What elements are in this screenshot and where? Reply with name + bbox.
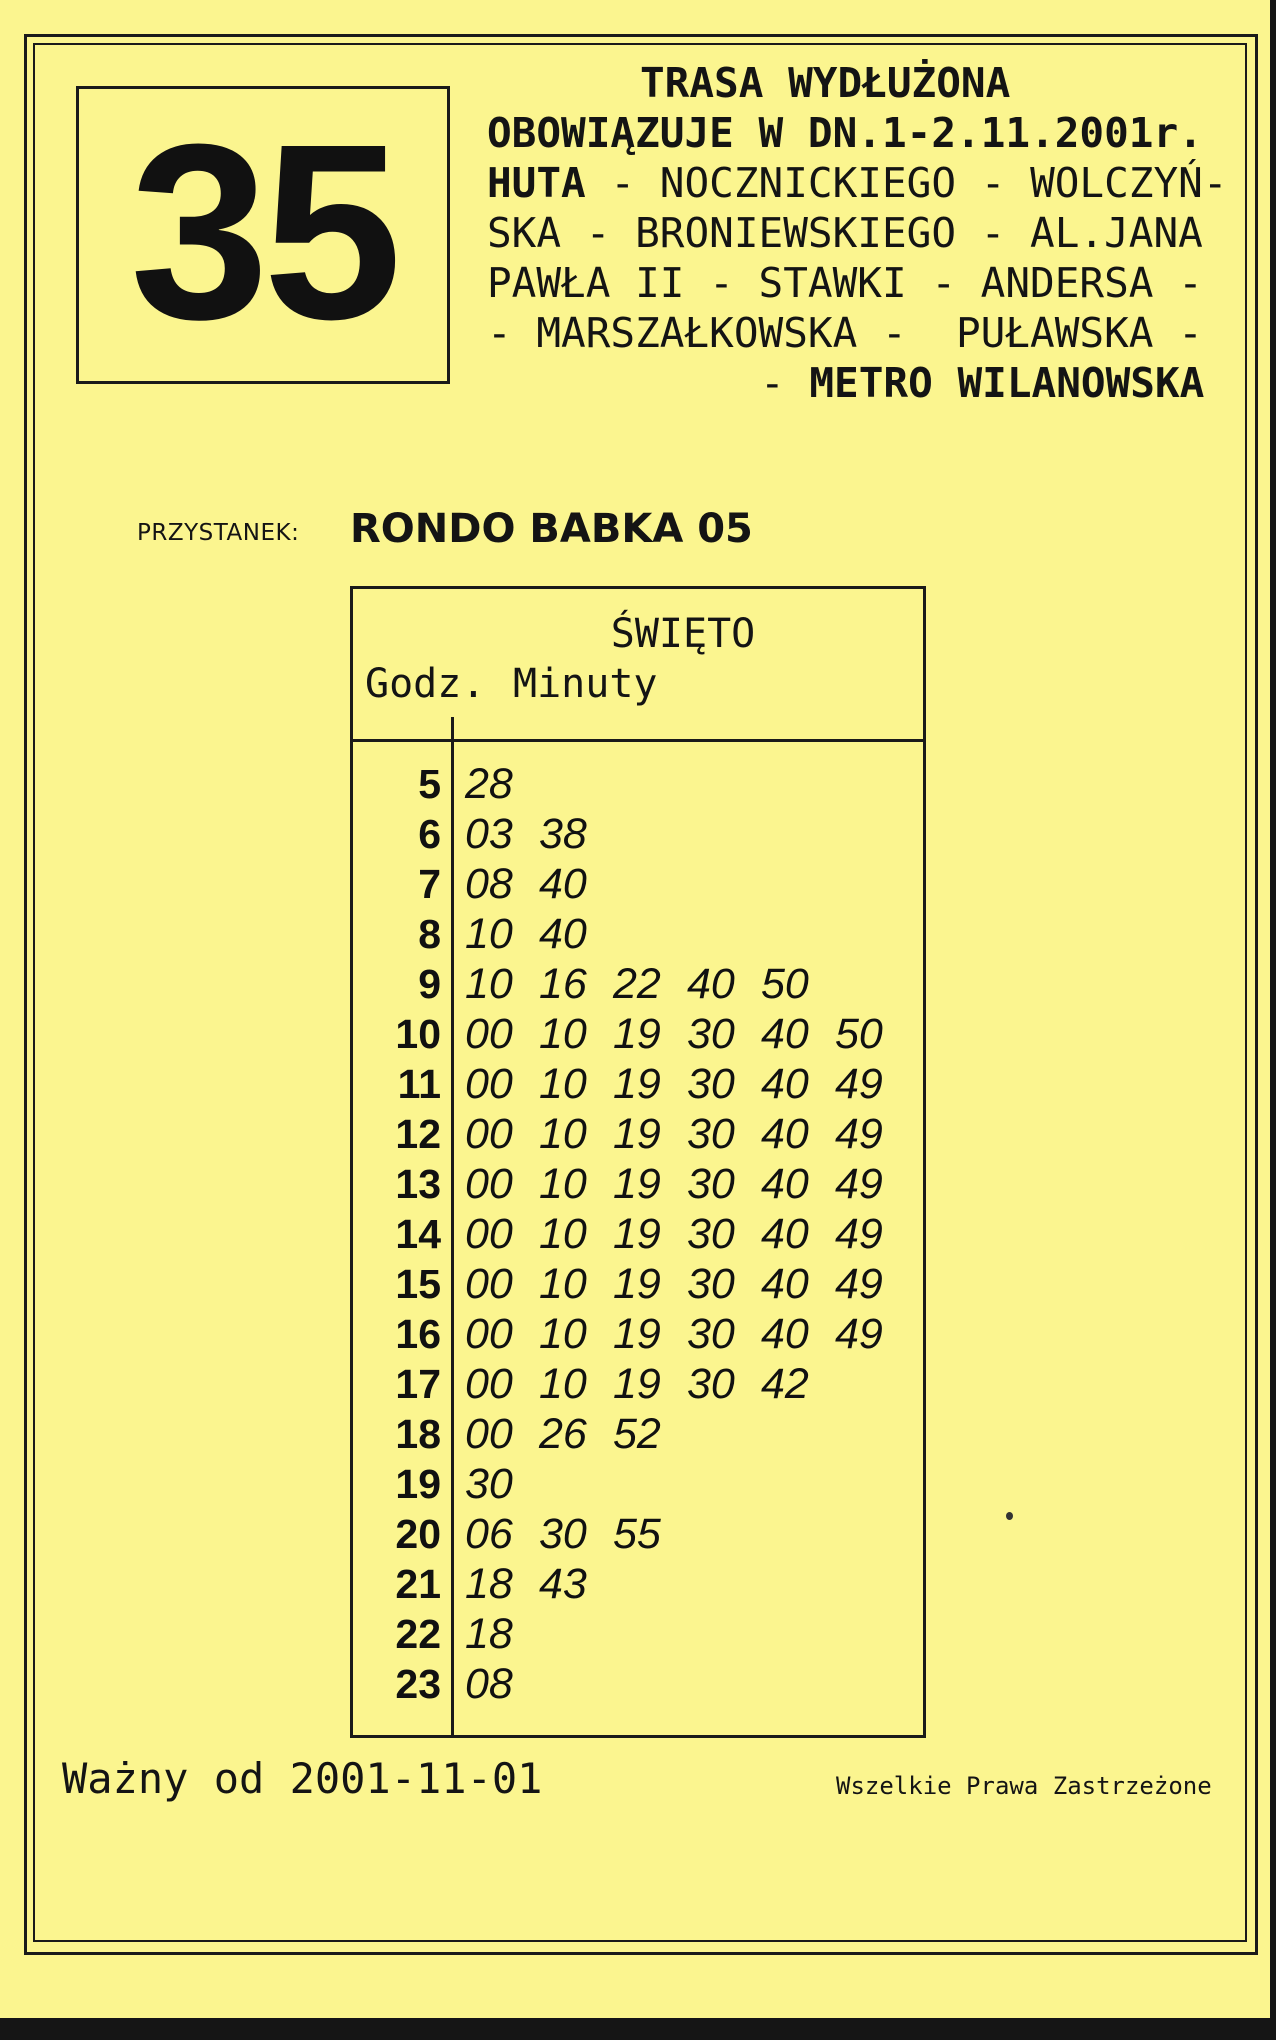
hour-cell: 15	[395, 1261, 441, 1307]
minute-value: 40	[761, 1010, 809, 1058]
minute-value: 00	[465, 1060, 513, 1108]
minute-value: 10	[539, 1260, 587, 1308]
minutes-cell	[465, 909, 613, 959]
table-row	[353, 759, 923, 809]
minute-value: 30	[687, 1310, 735, 1358]
minute-value: 10	[539, 1160, 587, 1208]
minutes-cell	[465, 1559, 613, 1609]
header-line-2: OBOWIĄZUJE W DN.1-2.11.2001r.	[487, 109, 1203, 157]
minute-value: 08	[465, 860, 513, 908]
minute-value: 30	[687, 1160, 735, 1208]
table-row	[353, 1659, 923, 1709]
minutes-cell	[465, 1109, 909, 1159]
minute-value: 00	[465, 1210, 513, 1258]
rights-notice: Wszelkie Prawa Zastrzeżone	[836, 1772, 1212, 1800]
minute-value: 19	[613, 1360, 661, 1408]
minute-value: 30	[465, 1460, 513, 1508]
minute-value: 19	[613, 1310, 661, 1358]
minute-value: 10	[465, 960, 513, 1008]
minutes-cell	[465, 859, 613, 909]
hour-cell: 6	[418, 811, 441, 857]
hour-column-header: Godz.	[365, 661, 486, 707]
minutes-cell	[465, 1059, 909, 1109]
minute-value: 49	[835, 1110, 883, 1158]
minute-value: 19	[613, 1260, 661, 1308]
hour-cell: 7	[418, 861, 441, 907]
minute-value: 40	[539, 860, 587, 908]
minute-value: 30	[687, 1360, 735, 1408]
minutes-cell	[465, 1259, 909, 1309]
table-row	[353, 859, 923, 909]
minutes-column-header: Minuty	[513, 661, 658, 707]
minutes-cell	[465, 1159, 909, 1209]
header-line-1: TRASA WYDŁUŻONA	[640, 59, 1011, 107]
table-row	[353, 1109, 923, 1159]
minute-value: 00	[465, 1110, 513, 1158]
minutes-cell	[465, 1009, 909, 1059]
route-number: 35	[129, 92, 397, 371]
minute-value: 10	[539, 1310, 587, 1358]
minute-value: 10	[539, 1360, 587, 1408]
day-type-title: ŚWIĘTO	[610, 611, 756, 657]
hour-cell: 12	[395, 1111, 441, 1157]
minute-value: 10	[539, 1060, 587, 1108]
minute-value: 38	[539, 810, 587, 858]
minutes-cell	[465, 1509, 687, 1559]
hour-cell: 5	[418, 761, 441, 807]
hour-cell: 10	[395, 1011, 441, 1057]
table-row	[353, 1309, 923, 1359]
header-line-5: PAWŁA II - STAWKI - ANDERSA -	[487, 259, 1203, 307]
table-row	[353, 1359, 923, 1409]
minute-value: 55	[613, 1510, 661, 1558]
minute-value: 26	[539, 1410, 587, 1458]
minute-value: 52	[613, 1410, 661, 1458]
table-row	[353, 1459, 923, 1509]
table-row	[353, 1409, 923, 1459]
minute-value: 49	[835, 1260, 883, 1308]
table-row	[353, 1209, 923, 1259]
minute-value: 10	[539, 1110, 587, 1158]
minute-value: 50	[835, 1010, 883, 1058]
minute-value: 19	[613, 1010, 661, 1058]
stop-label: PRZYSTANEK:	[137, 520, 300, 546]
header-line-6: - MARSZAŁKOWSKA - PUŁAWSKA -	[487, 309, 1203, 357]
stop-name: RONDO BABKA 05	[350, 506, 753, 552]
minute-value: 40	[761, 1110, 809, 1158]
minute-value: 00	[465, 1310, 513, 1358]
hour-cell: 18	[395, 1411, 441, 1457]
hour-cell: 11	[397, 1061, 441, 1107]
table-row	[353, 959, 923, 1009]
minute-value: 40	[761, 1210, 809, 1258]
minute-value: 42	[761, 1360, 809, 1408]
minute-value: 40	[539, 910, 587, 958]
minute-value: 10	[539, 1010, 587, 1058]
minute-value: 19	[613, 1210, 661, 1258]
header-divider	[353, 739, 923, 742]
table-row	[353, 809, 923, 859]
minutes-cell	[465, 1409, 687, 1459]
minute-value: 18	[465, 1610, 513, 1658]
minutes-cell	[465, 1609, 539, 1659]
minute-value: 08	[465, 1660, 513, 1708]
minute-value: 30	[687, 1210, 735, 1258]
paper-speck	[1006, 1512, 1013, 1520]
table-row	[353, 909, 923, 959]
minute-value: 30	[687, 1060, 735, 1108]
minute-value: 40	[761, 1260, 809, 1308]
table-row	[353, 1559, 923, 1609]
hour-cell: 23	[395, 1661, 441, 1707]
header-line-3: HUTA - NOCZNICKIEGO - WOLCZYŃ-	[487, 159, 1228, 207]
route-number-box	[76, 86, 450, 384]
hour-cell: 22	[395, 1611, 441, 1657]
minute-value: 43	[539, 1560, 587, 1608]
minute-value: 30	[687, 1260, 735, 1308]
table-row	[353, 1609, 923, 1659]
minute-value: 40	[761, 1060, 809, 1108]
minutes-cell	[465, 959, 835, 1009]
minute-value: 30	[687, 1110, 735, 1158]
minute-value: 00	[465, 1360, 513, 1408]
minute-value: 19	[613, 1160, 661, 1208]
hour-cell: 20	[395, 1511, 441, 1557]
minute-value: 10	[465, 910, 513, 958]
timetable-rows	[353, 759, 923, 1709]
minute-value: 10	[539, 1210, 587, 1258]
minutes-cell	[465, 1209, 909, 1259]
minute-value: 22	[613, 960, 661, 1008]
table-row	[353, 1159, 923, 1209]
minute-value: 03	[465, 810, 513, 858]
table-row	[353, 1509, 923, 1559]
hour-cell: 13	[395, 1161, 441, 1207]
hour-cell: 14	[395, 1211, 441, 1257]
minute-value: 19	[613, 1110, 661, 1158]
hour-cell: 16	[395, 1311, 441, 1357]
minute-value: 40	[687, 960, 735, 1008]
minute-value: 00	[465, 1010, 513, 1058]
minute-value: 18	[465, 1560, 513, 1608]
minutes-cell	[465, 1659, 539, 1709]
minute-value: 49	[835, 1310, 883, 1358]
minutes-cell	[465, 1359, 835, 1409]
minutes-cell	[465, 809, 613, 859]
table-row	[353, 1259, 923, 1309]
minute-value: 06	[465, 1510, 513, 1558]
timetable-table	[350, 586, 926, 1738]
minute-value: 28	[465, 760, 513, 808]
table-row	[353, 1059, 923, 1109]
table-row	[353, 1009, 923, 1059]
header-line-4: SKA - BRONIEWSKIEGO - AL.JANA	[487, 209, 1203, 257]
minute-value: 16	[539, 960, 587, 1008]
minute-value: 30	[687, 1010, 735, 1058]
minute-value: 00	[465, 1410, 513, 1458]
valid-from: Ważny od 2001-11-01	[62, 1754, 543, 1803]
minute-value: 30	[539, 1510, 587, 1558]
header-line-7: - METRO WILANOWSKA	[760, 359, 1205, 407]
hour-cell: 21	[395, 1561, 441, 1607]
minute-value: 40	[761, 1160, 809, 1208]
minutes-cell	[465, 759, 539, 809]
minute-value: 00	[465, 1260, 513, 1308]
minutes-cell	[465, 1309, 909, 1359]
minute-value: 50	[761, 960, 809, 1008]
hour-cell: 8	[418, 911, 441, 957]
hour-cell: 17	[395, 1361, 441, 1407]
minute-value: 00	[465, 1160, 513, 1208]
minute-value: 49	[835, 1210, 883, 1258]
minute-value: 19	[613, 1060, 661, 1108]
minute-value: 40	[761, 1310, 809, 1358]
minutes-cell	[465, 1459, 539, 1509]
minute-value: 49	[835, 1060, 883, 1108]
hour-cell: 9	[418, 961, 441, 1007]
hour-cell: 19	[395, 1461, 441, 1507]
minute-value: 49	[835, 1160, 883, 1208]
